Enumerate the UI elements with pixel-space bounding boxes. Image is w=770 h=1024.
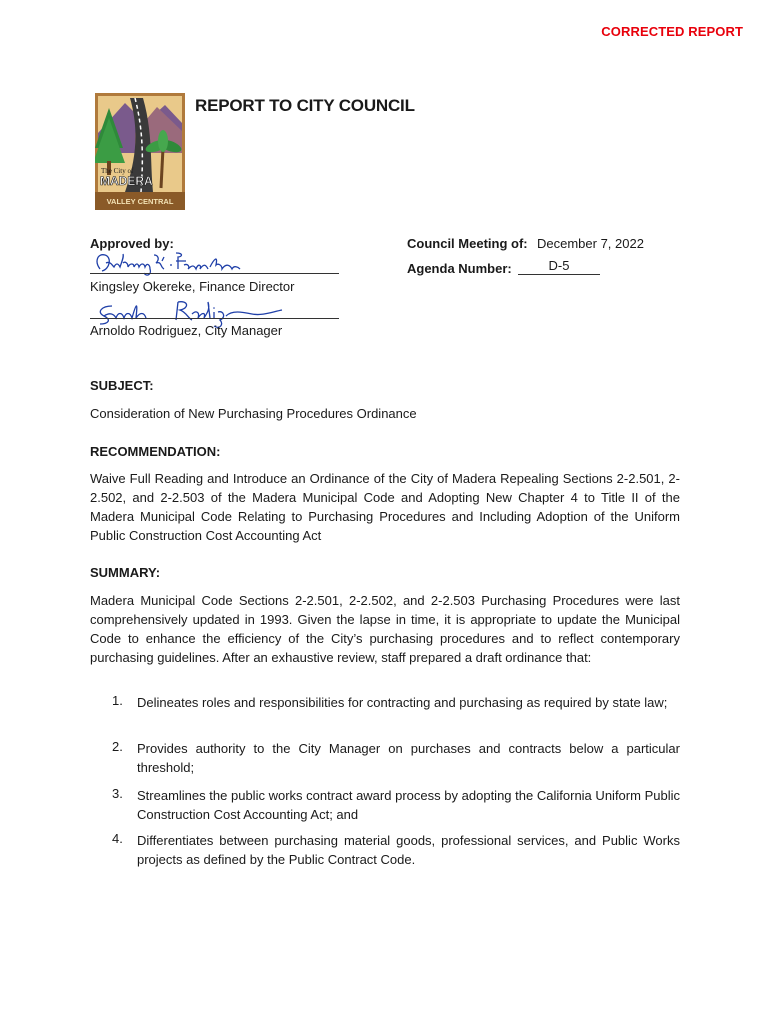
subject-heading: SUBJECT: [90, 378, 154, 393]
list-item: Differentiates between purchasing material goods, professional services, and Public Works projects as defined by the Public Contract Code. [137, 833, 680, 867]
list-item: Delineates roles and responsibilities for contracting and purchasing as required by state law; [137, 695, 668, 710]
list-item-number: 3. [112, 786, 123, 801]
page-title: REPORT TO CITY COUNCIL [195, 96, 415, 115]
recommendation-text: Waive Full Reading and Introduce an Ordinance of the City of Madera Repealing Sections 2-2.501, 2-2.502, and 2-2.503 of the Madera Municipal Code and Adopting New Chapter 4 to Title II of the Madera Municipal Code Relating to Purchasing Procedures and Including Adoption of the Uniform Public Construction Cost Accounting Act [90, 471, 680, 543]
summary-text: Madera Municipal Code Sections 2-2.501, 2-2.502, and 2-2.503 Purchasing Procedures were last comprehensively updated in 1993. Given the lapse in time, it is appropriate to update the Municipal Code to enhance the efficiency of the City’s purchasing procedures and to reflect contemporary purchasing guidelines. After an exhaustive review, staff prepared a draft ordinance that: [90, 593, 680, 665]
corrected-report-banner: CORRECTED REPORT [601, 24, 743, 39]
signature-line-1 [90, 273, 339, 274]
logo-line1: The City of [101, 167, 134, 175]
council-meeting-label: Council Meeting of: [407, 236, 528, 251]
recommendation-heading: RECOMMENDATION: [90, 444, 221, 459]
agenda-number-line [518, 274, 600, 275]
subject-text: Consideration of New Purchasing Procedures Ordinance [90, 406, 417, 421]
list-item-number: 1. [112, 693, 123, 708]
council-meeting-date: December 7, 2022 [537, 236, 644, 251]
list-item-number: 2. [112, 739, 123, 754]
list-item: Streamlines the public works contract award process by adopting the California Uniform Public Construction Cost Accounting Act; and [137, 788, 680, 822]
logo-line3: VALLEY CENTRAL [106, 197, 174, 206]
signatory-finance-director: Kingsley Okereke, Finance Director [90, 279, 295, 294]
agenda-number-value: D-5 [548, 258, 570, 273]
summary-heading: SUMMARY: [90, 565, 161, 580]
finance-director-signature [92, 251, 242, 282]
logo-line2: MADERA [100, 174, 153, 188]
city-of-madera-logo [95, 93, 185, 210]
list-item: Provides authority to the City Manager on purchases and contracts below a particular threshold; [137, 741, 680, 775]
list-item-number: 4. [112, 831, 123, 846]
agenda-number-label: Agenda Number: [407, 261, 512, 276]
approved-by-label: Approved by: [90, 236, 174, 251]
signature-line-2 [90, 318, 339, 319]
signatory-city-manager: Arnoldo Rodriguez, City Manager [90, 323, 283, 338]
